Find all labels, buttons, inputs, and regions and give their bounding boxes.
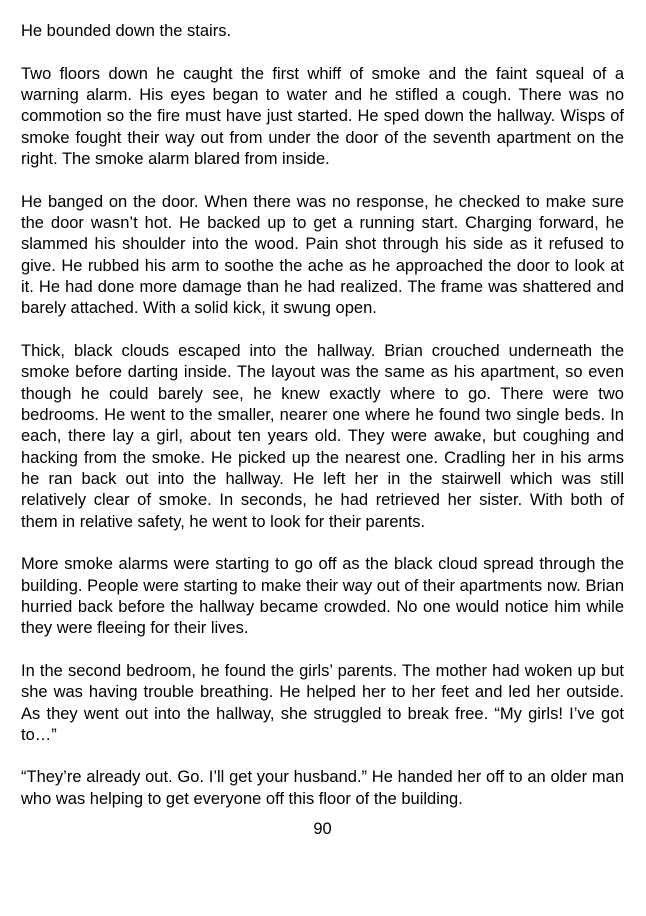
paragraph: He bounded down the stairs. xyxy=(21,22,232,40)
paragraph: “They’re already out. Go. I’ll get your husband.” He handed her off to an older man who was helping to get everyone off this floor of the building. xyxy=(21,768,624,808)
paragraph: In the second bedroom, he found the girls’ parents. The mother had woken up but she was having trouble breathing. He helped her to her feet and led her outside. As they went out into the hallway, she struggled to break free. “My girls! I’ve got to…” xyxy=(21,661,624,744)
paragraph: Thick, black clouds escaped into the hallway. Brian crouched underneath the smoke before darting inside. The layout was the same as his apartment, so even though he could barely see, he knew exactly where to go. There were two bedrooms. He went to the smaller, nearer one where he found two single beds. In each, there lay a girl, about ten years old. They were awake, but coughing and hacking from the smoke. He picked up the nearest one. Cradling her in his arms he ran back out into the hallway. He left her in the stairwell which was still relatively clear of smoke. In seconds, he had retrieved her sister. With both of them in relative safety, he went to look for their parents. xyxy=(21,341,624,531)
paragraph: Two floors down he caught the first whiff of smoke and the faint squeal of a warning alarm. His eyes began to water and he stifled a cough. There was no commotion so the fire must have just started. He sped down the hallway. Wisps of smoke fought their way out from under the door of the seventh apartment on the right. The smoke alarm blared from inside. xyxy=(21,64,624,168)
paragraph: He banged on the door. When there was no response, he checked to make sure the door wasn’t hot. He backed up to get a running start. Charging forward, he slammed his shoulder into the wood. Pain shot through his side as it refused to give. He rubbed his arm to soothe the ache as he approached the door to look at it. He had done more damage than he had realized. The frame was shattered and barely attached. With a solid kick, it swung open. xyxy=(21,192,624,318)
page-number: 90 xyxy=(313,820,332,839)
paragraph: More smoke alarms were starting to go off as the black cloud spread through the building. People were starting to make their way out of their apartments now. Brian hurried back before the hallway became crowded. No one would notice him while they were fleeing for their lives. xyxy=(21,555,624,638)
